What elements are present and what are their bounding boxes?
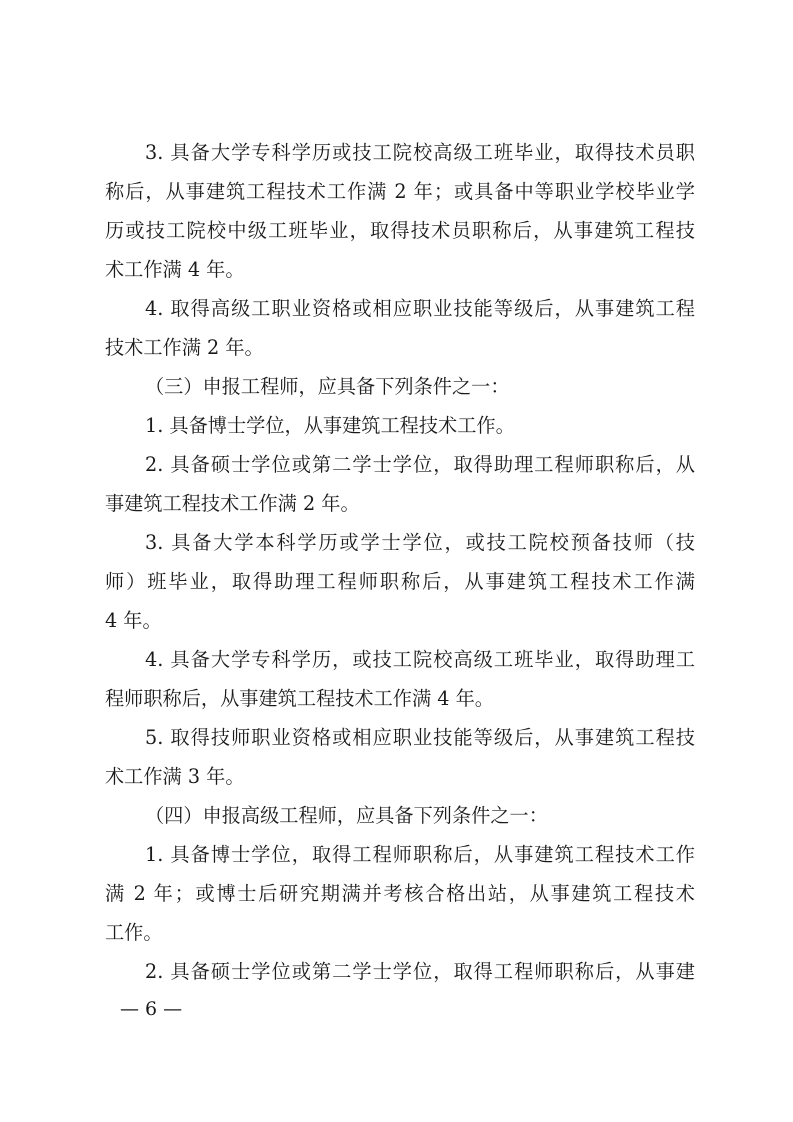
page-number: — 6 — — [120, 998, 183, 1020]
section-heading-senior-engineer: （四）申报高级工程师，应具备下列条件之一： — [145, 804, 548, 827]
engineer-item-4-line-1: 4. 具备大学专科学历，或技工院校高级工班毕业，取得助理工 — [145, 648, 695, 671]
paragraph-4-line-2: 技术工作满 2 年。 — [105, 336, 264, 359]
senior-item-1-line-3: 工作。 — [105, 921, 163, 944]
engineer-item-3-line-1: 3. 具备大学本科学历或学士学位，或技工院校预备技师（技 — [145, 531, 695, 554]
engineer-item-5-line-1: 5. 取得技师职业资格或相应职业技能等级后，从事建筑工程技 — [145, 726, 695, 749]
engineer-item-3-line-2: 师）班毕业，取得助理工程师职称后，从事建筑工程技术工作满 — [105, 570, 695, 593]
senior-item-2-line-1: 2. 具备硕士学位或第二学士学位，取得工程师职称后，从事建 — [145, 960, 695, 983]
paragraph-3-line-3: 历或技工院校中级工班毕业，取得技术员职称后，从事建筑工程技 — [105, 219, 695, 242]
engineer-item-1: 1. 具备博士学位，从事建筑工程技术工作。 — [145, 414, 515, 437]
engineer-item-4-line-2: 程师职称后，从事建筑工程技术工作满 4 年。 — [105, 687, 494, 710]
senior-item-1-line-1: 1. 具备博士学位，取得工程师职称后，从事建筑工程技术工作 — [145, 843, 695, 866]
section-heading-engineer: （三）申报工程师，应具备下列条件之一： — [145, 375, 510, 398]
paragraph-3-line-2: 称后，从事建筑工程技术工作满 2 年；或具备中等职业学校毕业学 — [105, 180, 695, 203]
engineer-item-5-line-2: 术工作满 3 年。 — [105, 765, 245, 788]
paragraph-4-line-1: 4. 取得高级工职业资格或相应职业技能等级后，从事建筑工程 — [145, 297, 695, 320]
senior-item-1-line-2: 满 2 年；或博士后研究期满并考核合格出站，从事建筑工程技术 — [105, 882, 695, 905]
engineer-item-2-line-1: 2. 具备硕士学位或第二学士学位，取得助理工程师职称后，从 — [145, 453, 695, 476]
engineer-item-2-line-2: 事建筑工程技术工作满 2 年。 — [105, 492, 360, 515]
engineer-item-3-line-3: 4 年。 — [105, 609, 162, 632]
paragraph-3-line-1: 3. 具备大学专科学历或技工院校高级工班毕业，取得技术员职 — [145, 141, 695, 164]
paragraph-3-line-4: 术工作满 4 年。 — [105, 258, 245, 281]
